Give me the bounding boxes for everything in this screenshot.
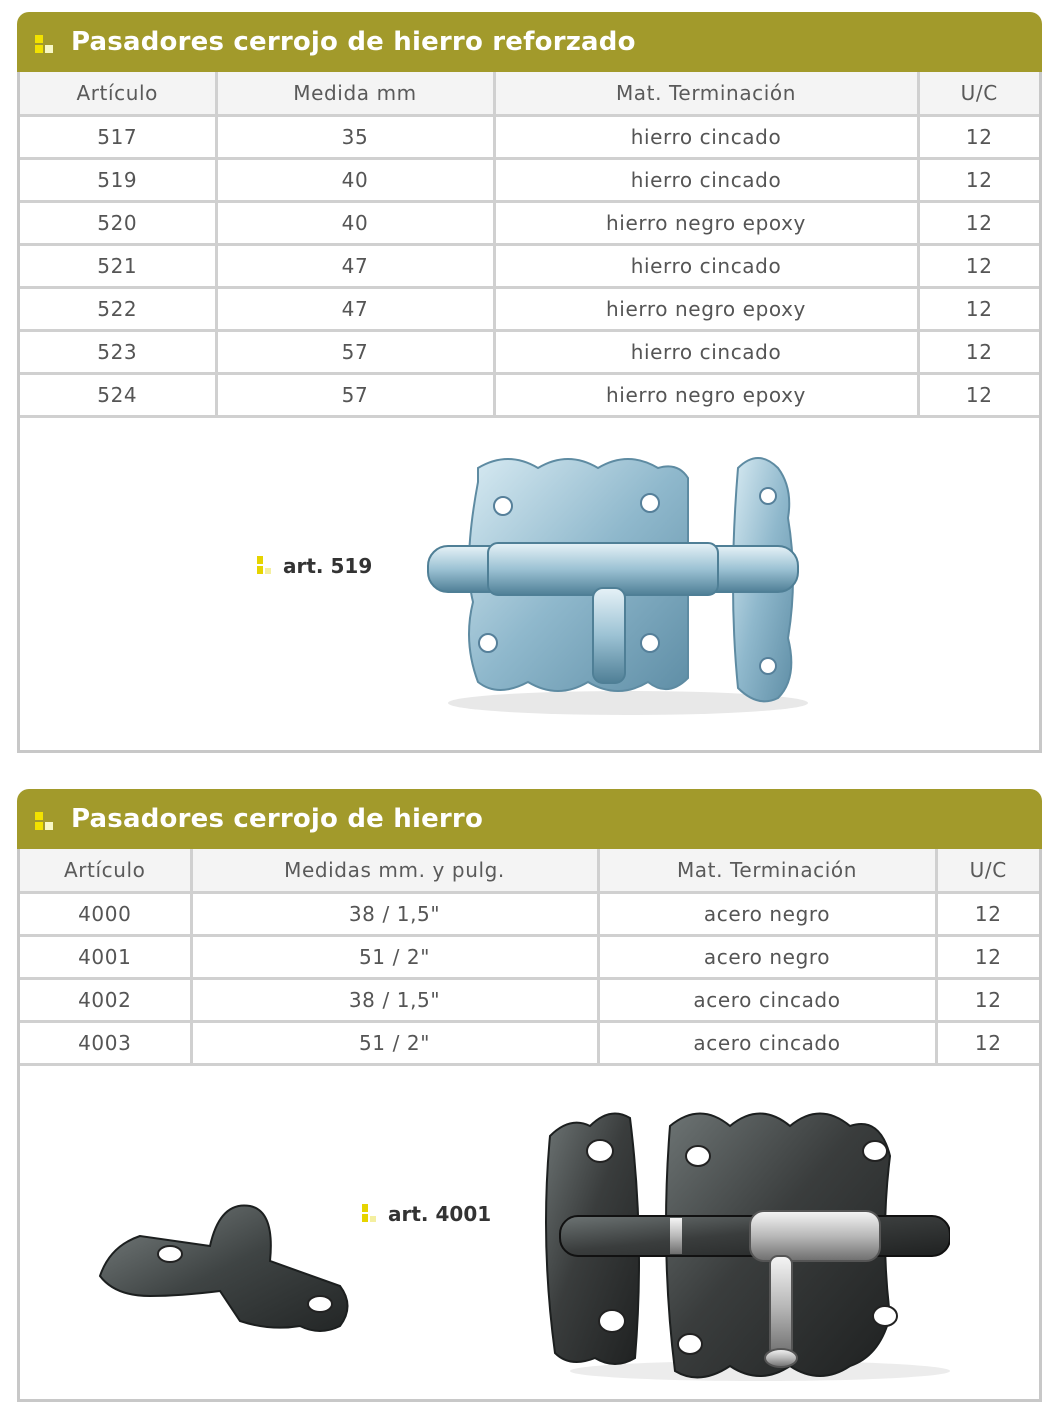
product-table bbox=[20, 849, 1039, 1066]
cell-terminacion: acero cincado bbox=[598, 1021, 936, 1064]
cell-articulo: 4001 bbox=[20, 935, 191, 978]
cell-articulo: 522 bbox=[20, 287, 216, 330]
header-terminacion: Mat. Terminación bbox=[598, 849, 936, 892]
cell-medida: 40 bbox=[216, 201, 494, 244]
cell-medida: 57 bbox=[216, 330, 494, 373]
cell-terminacion: acero cincado bbox=[598, 978, 936, 1021]
black-keeper-image bbox=[80, 1196, 380, 1346]
cell-articulo: 524 bbox=[20, 373, 216, 416]
zinc-bolt-image bbox=[408, 448, 818, 718]
cell-articulo: 517 bbox=[20, 115, 216, 158]
cell-uc: 12 bbox=[936, 1021, 1039, 1064]
header-uc: U/C bbox=[936, 849, 1039, 892]
cell-uc: 12 bbox=[918, 287, 1039, 330]
cell-uc: 12 bbox=[936, 978, 1039, 1021]
label-squares-icon bbox=[257, 556, 271, 576]
cell-articulo: 521 bbox=[20, 244, 216, 287]
cell-medida: 47 bbox=[216, 244, 494, 287]
article-label bbox=[257, 554, 372, 578]
cell-medida: 57 bbox=[216, 373, 494, 416]
article-label bbox=[362, 1202, 491, 1226]
brand-squares-icon bbox=[35, 35, 57, 57]
table-row bbox=[20, 935, 1039, 978]
section-reinforced-bolts bbox=[17, 12, 1042, 753]
table-row bbox=[20, 244, 1039, 287]
table-row bbox=[20, 287, 1039, 330]
article-label-text: art. 4001 bbox=[388, 1201, 492, 1226]
article-label-text: art. 519 bbox=[283, 553, 373, 578]
cell-articulo: 4003 bbox=[20, 1021, 191, 1064]
product-table bbox=[20, 72, 1039, 418]
cell-uc: 12 bbox=[936, 935, 1039, 978]
product-photo-area bbox=[20, 418, 1039, 751]
section-body bbox=[17, 72, 1042, 753]
cell-uc: 12 bbox=[918, 244, 1039, 287]
section-header bbox=[17, 12, 1042, 72]
table-header-row bbox=[20, 72, 1039, 115]
cell-terminacion: hierro cincado bbox=[494, 244, 918, 287]
cell-articulo: 520 bbox=[20, 201, 216, 244]
header-articulo: Artículo bbox=[20, 849, 191, 892]
table-header-row bbox=[20, 849, 1039, 892]
cell-medida: 35 bbox=[216, 115, 494, 158]
black-bolt-image bbox=[530, 1096, 950, 1386]
section-header bbox=[17, 789, 1042, 849]
cell-articulo: 523 bbox=[20, 330, 216, 373]
cell-terminacion: hierro negro epoxy bbox=[494, 287, 918, 330]
cell-terminacion: hierro cincado bbox=[494, 158, 918, 201]
cell-terminacion: hierro cincado bbox=[494, 115, 918, 158]
header-terminacion: Mat. Terminación bbox=[494, 72, 918, 115]
cell-terminacion: hierro negro epoxy bbox=[494, 373, 918, 416]
section-title: Pasadores cerrojo de hierro reforzado bbox=[71, 27, 636, 57]
table-row bbox=[20, 1021, 1039, 1064]
header-uc: U/C bbox=[918, 72, 1039, 115]
table-row bbox=[20, 201, 1039, 244]
table-row bbox=[20, 978, 1039, 1021]
section-iron-bolts bbox=[17, 789, 1042, 1402]
cell-terminacion: hierro negro epoxy bbox=[494, 201, 918, 244]
cell-medida: 40 bbox=[216, 158, 494, 201]
section-body bbox=[17, 849, 1042, 1402]
cell-medida: 51 / 2" bbox=[191, 1021, 598, 1064]
cell-medida: 38 / 1,5" bbox=[191, 892, 598, 935]
table-row bbox=[20, 892, 1039, 935]
header-articulo: Artículo bbox=[20, 72, 216, 115]
cell-articulo: 4002 bbox=[20, 978, 191, 1021]
brand-squares-icon bbox=[35, 812, 57, 834]
header-medida: Medida mm bbox=[216, 72, 494, 115]
product-photo-area bbox=[20, 1066, 1039, 1400]
cell-uc: 12 bbox=[918, 373, 1039, 416]
cell-articulo: 519 bbox=[20, 158, 216, 201]
cell-uc: 12 bbox=[936, 892, 1039, 935]
cell-uc: 12 bbox=[918, 158, 1039, 201]
cell-uc: 12 bbox=[918, 201, 1039, 244]
header-medidas: Medidas mm. y pulg. bbox=[191, 849, 598, 892]
cell-uc: 12 bbox=[918, 330, 1039, 373]
table-row bbox=[20, 158, 1039, 201]
section-title: Pasadores cerrojo de hierro bbox=[71, 804, 484, 834]
cell-articulo: 4000 bbox=[20, 892, 191, 935]
cell-medida: 38 / 1,5" bbox=[191, 978, 598, 1021]
cell-terminacion: acero negro bbox=[598, 935, 936, 978]
table-row bbox=[20, 330, 1039, 373]
cell-medida: 51 / 2" bbox=[191, 935, 598, 978]
table-row bbox=[20, 115, 1039, 158]
cell-terminacion: hierro cincado bbox=[494, 330, 918, 373]
table-row bbox=[20, 373, 1039, 416]
cell-terminacion: acero negro bbox=[598, 892, 936, 935]
cell-uc: 12 bbox=[918, 115, 1039, 158]
cell-medida: 47 bbox=[216, 287, 494, 330]
